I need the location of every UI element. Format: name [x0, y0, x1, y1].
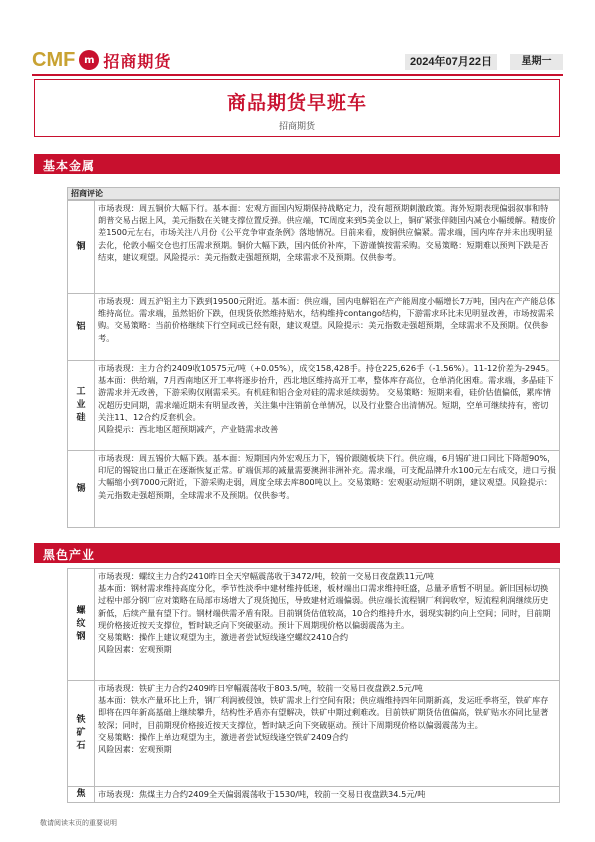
row-text: 市场表现：周五铜价大幅下行。基本面：宏观方面国内短期保持战略定力，没有超预期刺激政策。海外短期表现偏弱叙事和特朗普交易占据上风，美元指数在关键支撑位置反弹。供应端，TC周度来到5美金以上，铜矿紧张伴随国内减仓小幅缓解。精废价差1500元左右，市场关注八月份《公平竞争审查条例》落地情况。目前来看，废铜供应偏紧。需求端，国内库存并未出现明显去化，伦敦小幅交仓也打压需求预期。铜价大幅下跌，国内低价补库，下游谨慎按需采购。交易策略：短期难以预判下跌是否结束，建议观望。风险提示：美元指数走强超预期，全球需求不及预期。仅供参考。: [95, 201, 560, 294]
table-row: [68, 681, 560, 787]
row-name: 螺 纹 钢: [68, 569, 95, 681]
report-date: 2024年07月22日: [405, 54, 497, 70]
table-row: [68, 294, 560, 361]
title-box: [34, 79, 560, 137]
section-title-ferrous: 黑色产业: [43, 548, 96, 562]
page-title: 商品期货早班车: [226, 92, 367, 114]
table-row: [68, 569, 560, 681]
company-logo: [32, 48, 171, 72]
row-text: 市场表现：铁矿主力合约2409昨日窄幅震荡收于803.5/吨，较前一交易日夜盘跌2.5元/吨 基本面：铁水产量环比上升，钢厂利润被侵蚀，铁矿需求上行空间有限；供应端维持四年同期新高，发运旺季将至，铁矿库存即将在四年新高基础上继续攀升，结构性矛盾亦有望解决，铁矿中期过剩难改。目前铁矿期货估值偏高，铁矿贴水亦同比显著较深；同时，目前期现价格接近按天支撑位，暂时缺乏向下突破驱动。预计下周期现价格以偏弱震荡为主。 交易策略：操作上单边观望为主，激进者尝试短线逢空铁矿2409合约 风险因素：宏观预期: [95, 681, 560, 787]
header-rule: [32, 74, 563, 76]
logo-chinese-name: 招商期货: [103, 51, 172, 71]
page-subtitle: 招商期货: [278, 122, 315, 132]
table-row: [68, 787, 560, 803]
row-text: 市场表现：螺纹主力合约2410昨日全天窄幅震荡收于3472/吨，较前一交易日夜盘跌11元/吨 基本面：钢材需求维持高度分化，季节性淡季中建材维持低迷，板材端出口需求维持旺盛，总量矛盾暂不明显。新旧国标切换过程中部分钢厂应对策略在局部市场增大了现货抛压，导致建材近端偏弱。供应端长流程钢厂利润收窄，短流程利润继续历史新低，后续产量有望下行。钢材端供需矛盾有限。目前钢货估值较高，10合约维持升水，弱现实制约向上空间；同时，目前期现价格接近按天支撑位，暂时缺乏向下突破驱动。预计下周期现价格以偏弱震荡为主。 交易策略：操作上建议观望为主，激进者尝试短线逢空螺纹2410合约 风险因素：宏观预期: [95, 569, 560, 681]
report-weekday: 星期一: [510, 54, 563, 70]
section-bar-base-metals: [34, 154, 560, 174]
ferrous-table: [67, 568, 560, 803]
table-row: [68, 361, 560, 451]
table-row: [68, 451, 560, 528]
row-text: 市场表现：焦煤主力合约2409全天偏弱震荡收于1530/吨，较前一交易日夜盘跌34.5元/吨: [95, 787, 560, 803]
base-metals-table: [67, 200, 560, 528]
table-row: [68, 201, 560, 294]
section-bar-ferrous: [34, 543, 560, 563]
row-text: 市场表现：周五沪铝主力下跌到19500元附近。基本面：供应端，国内电解铝在产产能周度小幅增长7万吨，国内在产产能总体维持高位。需求端，虽然铝价下跌，但现货依然维持贴水，结构维持contango结构，下游需求环比未见明显改善，市场按需采购。交易策略：当前价格继续下行空间或已经有限，建议观望。风险提示：美元指数走强超预期，全球需求不及预期。仅供参考。: [95, 294, 560, 361]
logo-cmf-text: CMF: [32, 48, 76, 71]
row-text: 市场表现：周五锡价大幅下跌。基本面：短期国内外宏观压力下，锡价跟随板块下行。供应端，6月锡矿进口同比下降超90%，印尼的锡锭出口量正在逐渐恢复正常。矿端佤邦的减量需要澳洲非洲补充。需求端，可支配品牌升水100元左右成交，进口亏损大幅缩小到7000元附近，下游采购走弱，周度全球去库800吨以上。交易策略：宏观驱动短期不明朗，建议观望。风险提示：美元指数走强超预期，全球需求不及预期。仅供参考。: [95, 451, 560, 528]
row-name: 锡: [68, 451, 95, 528]
logo-mark-icon: m: [79, 50, 99, 70]
page-header: [32, 48, 563, 72]
row-name: 工 业 硅: [68, 361, 95, 451]
comment-header: 招商评论: [67, 187, 560, 200]
section-title-base-metals: 基本金属: [43, 159, 96, 173]
row-text: 市场表现：主力合约2409收10575元/吨（+0.05%），成交158,428手。持仓225,626手（-1.56%）。11-12价差为-2945。 基本面：供给端，7月西南地区开工率将逐步抬升，西北地区维持高开工率，整体库存高位，仓单消化困难。需求端，多晶硅下游需求并无改善，下游采购仅刚需采买。有机硅和铝合金对硅的需求延续弱势。 交易策略：短期来看，硅价估值偏低，累库情况超历史同期，需求端近期未有明显改善，关注集中注销前仓单情况，以及行业整合出清情况。短期，空单可继续持有，密切关注11、12合约反套机会。 风险提示：西北地区超预期减产，产业链需求改善: [95, 361, 560, 451]
row-name: 铝: [68, 294, 95, 361]
footer-note: 敬请阅读末页的重要说明: [40, 819, 117, 827]
row-name: 焦: [68, 787, 95, 803]
row-name: 铜: [68, 201, 95, 294]
row-name: 铁 矿 石: [68, 681, 95, 787]
